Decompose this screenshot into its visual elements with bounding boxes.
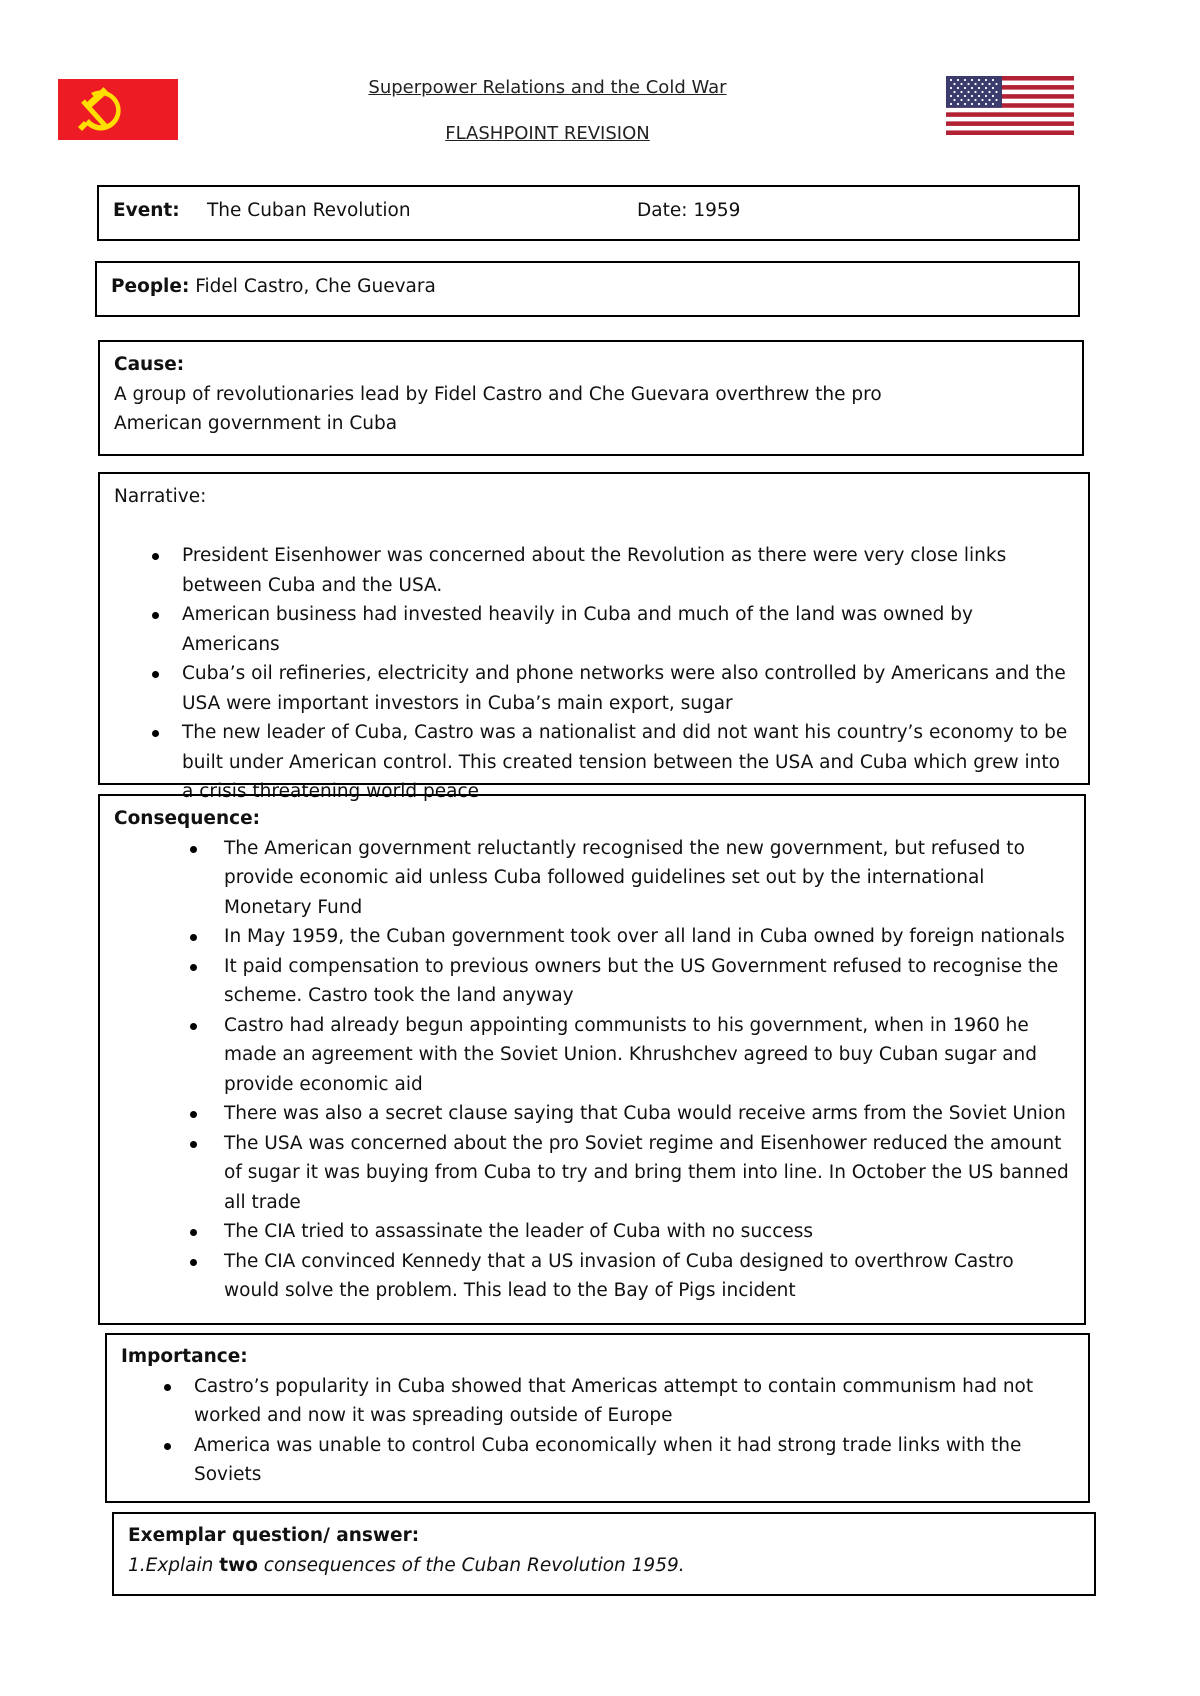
exemplar-question-suffix: consequences of the Cuban Revolution 1959. [257, 1554, 685, 1576]
list-item: The USA was concerned about the pro Soviet regime and Eisenhower reduced the amount of sugar it was buying from Cuba to try and bring them into line. In October the US banned all trade [114, 1129, 1070, 1218]
exemplar-question-emphasis: two [219, 1554, 258, 1576]
list-item: President Eisenhower was concerned about the Revolution as there were very close links between Cuba and the USA. [114, 541, 1070, 600]
page-subtitle: FLASHPOINT REVISION [445, 123, 650, 144]
cause-text: A group of revolutionaries lead by Fidel Castro and Che Guevara overthrew the pro American government in Cuba [114, 383, 882, 434]
list-item: American business had invested heavily in Cuba and much of the land was owned by Americans [114, 600, 1070, 659]
list-item: It paid compensation to previous owners but the US Government refused to recognise the scheme. Castro took the land anyway [114, 952, 1070, 1011]
narrative-label: Narrative: [114, 486, 207, 507]
list-item: In May 1959, the Cuban government took over all land in Cuba owned by foreign nationals [114, 922, 1070, 952]
event-label: Event: [113, 200, 180, 221]
list-item: Cuba’s oil refineries, electricity and phone networks were also controlled by Americans and the USA were important investors in Cuba’s main export, sugar [114, 659, 1070, 718]
importance-list [121, 1372, 1058, 1490]
list-item: America was unable to control Cuba economically when it had strong trade links with the Soviets [121, 1431, 1058, 1490]
people-label: People: [111, 276, 190, 297]
exemplar-question [128, 1551, 1080, 1581]
importance-label: Importance: [121, 1346, 248, 1367]
cause-box [98, 340, 1084, 456]
consequence-box [98, 794, 1086, 1325]
list-item: The new leader of Cuba, Castro was a nationalist and did not want his country’s economy to be built under American control. This created tension between the USA and Cuba which grew into a crisis threatening world peace [114, 718, 1070, 807]
list-item: The CIA convinced Kennedy that a US invasion of Cuba designed to overthrow Castro would solve the problem. This lead to the Bay of Pigs incident [114, 1247, 1070, 1306]
page-title: Superpower Relations and the Cold War [368, 77, 727, 98]
exemplar-question-prefix: 1.Explain [128, 1554, 220, 1576]
exemplar-box [112, 1512, 1096, 1596]
list-item: Castro’s popularity in Cuba showed that Americas attempt to contain communism had not worked and now it was spreading outside of Europe [121, 1372, 1058, 1431]
event-box [97, 185, 1080, 241]
event-date: Date: 1959 [637, 200, 741, 221]
consequence-label: Consequence: [114, 808, 261, 829]
cause-label: Cause: [114, 354, 185, 375]
people-box [95, 261, 1080, 317]
narrative-list [114, 541, 1070, 807]
list-item: The CIA tried to assassinate the leader of Cuba with no success [114, 1217, 1070, 1247]
narrative-box [98, 472, 1090, 802]
people-value: Fidel Castro, Che Guevara [189, 276, 436, 297]
list-item: Castro had already begun appointing communists to his government, when in 1960 he made an agreement with the Soviet Union. Khrushchev agreed to buy Cuban sugar and provide economic aid [114, 1011, 1070, 1100]
list-item: The American government reluctantly recognised the new government, but refused to provide economic aid unless Cuba followed guidelines set out by the international Monetary Fund [114, 834, 1070, 923]
importance-box [105, 1333, 1090, 1503]
consequence-list [114, 834, 1070, 1306]
list-item: There was also a secret clause saying that Cuba would receive arms from the Soviet Union [114, 1099, 1070, 1129]
exemplar-label: Exemplar question/ answer: [128, 1525, 420, 1546]
event-value: The Cuban Revolution [207, 200, 411, 221]
